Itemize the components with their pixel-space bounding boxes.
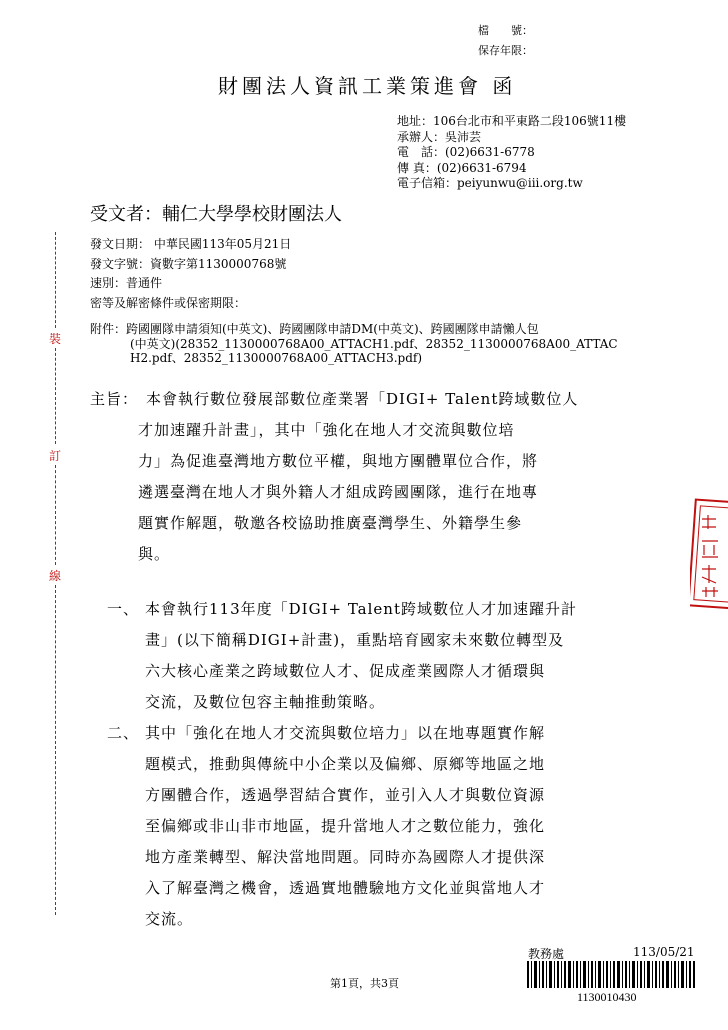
subject-line: 題實作解題，敬邀各校協助推廣臺灣學生、外籍學生參 bbox=[138, 514, 523, 532]
item-line: 題模式，推動與傳統中小企業以及偏鄉、原鄉等地區之地 bbox=[145, 755, 546, 773]
subject-line: 力」為促進臺灣地方數位平權，與地方團體單位合作，將 bbox=[138, 452, 539, 470]
barcode-graphic bbox=[527, 961, 695, 988]
item-body bbox=[145, 718, 545, 935]
item-line: 至偏鄉或非山非市地區，提升當地人才之數位能力，強化 bbox=[145, 817, 546, 835]
barcode bbox=[527, 961, 695, 988]
item-number: 二、 bbox=[107, 724, 140, 742]
contact-handler: 承辦人：吳沛芸 bbox=[397, 129, 482, 144]
contact-email: 電子信箱：peiyunwu@iii.org.tw bbox=[397, 176, 583, 190]
secrecy-level: 密等及解密條件或保密期限： bbox=[90, 295, 247, 310]
binding-mark: 裝 bbox=[49, 332, 62, 346]
seal-stamp bbox=[690, 495, 728, 615]
binding-mark: 線 bbox=[49, 569, 62, 583]
item-line: 方團體合作，透過學習結合實作，並引入人才與數位資源 bbox=[145, 786, 546, 804]
receiving-office: 教務處 bbox=[528, 947, 565, 961]
document-title: 財團法人資訊工業策進會 函 bbox=[218, 74, 517, 98]
item-line: 畫」(以下簡稱DIGI+計畫)，重點培育國家未來數位轉型及 bbox=[145, 631, 565, 649]
document-meta bbox=[90, 235, 291, 313]
binding-line bbox=[55, 348, 56, 444]
item-line: 交流。 bbox=[145, 910, 194, 928]
subject-line: 本會執行數位發展部數位產業署「DIGI+ Talent跨域數位人 bbox=[146, 390, 579, 408]
subject-line: 與。 bbox=[138, 545, 171, 563]
binding-line bbox=[55, 232, 56, 328]
item-line: 本會執行113年度「DIGI+ Talent跨域數位人才加速躍升計 bbox=[145, 600, 577, 618]
item-line: 六大核心產業之跨域數位人才、促成產業國際人才循環與 bbox=[145, 662, 546, 680]
issue-date: 發文日期： 中華民國113年05月21日 bbox=[90, 237, 292, 251]
delivery-speed: 速別：普通件 bbox=[90, 276, 163, 290]
page-number: 第1頁，共3頁 bbox=[330, 977, 399, 990]
subject-label: 主旨： bbox=[90, 390, 139, 408]
contact-fax: 傳 真：(02)6631-6794 bbox=[397, 160, 527, 175]
contact-phone: 電 話：(02)6631-6778 bbox=[397, 145, 535, 159]
item-number: 一、 bbox=[107, 600, 140, 618]
subject-line: 遴選臺灣在地人才與外籍人才組成跨國團隊，進行在地專 bbox=[138, 483, 539, 501]
receipt-date: 113/05/21 bbox=[633, 945, 695, 959]
item-line: 其中「強化在地人才交流與數位培力」以在地專題實作解 bbox=[145, 724, 546, 742]
attachment-line: 附件：跨國團隊申請須知(中英文)、跨國團隊申請DM(中英文)、跨國團隊申請懶人包 bbox=[90, 322, 539, 336]
contact-block bbox=[397, 114, 626, 192]
item-body bbox=[145, 594, 577, 718]
subject-line: 才加速躍升計畫」，其中「強化在地人才交流與數位培 bbox=[138, 421, 515, 439]
document-number: 發文字號：資數字第1130000768號 bbox=[90, 256, 287, 271]
binding-line bbox=[55, 585, 56, 915]
item-line: 入了解臺灣之機會，透過實地體驗地方文化並與當地人才 bbox=[145, 879, 546, 897]
item-line: 交流，及數位包容主軸推動策略。 bbox=[145, 693, 386, 711]
contact-address: 地址：106台北市和平東路二段106號11樓 bbox=[397, 114, 627, 128]
subject-body bbox=[138, 384, 578, 570]
item-line: 地方產業轉型、解決當地問題。同時亦為國際人才提供深 bbox=[145, 848, 546, 866]
attachment-line: H2.pdf、28352_1130000768A00_ATTACH3.pdf) bbox=[130, 351, 423, 365]
attachment-line: (中英文)(28352_1130000768A00_ATTACH1.pdf、28352_1130000768A00_ATTAC bbox=[130, 336, 618, 351]
file-number-label: 檔 號： bbox=[478, 24, 533, 37]
binding-line bbox=[55, 465, 56, 565]
binding-mark: 訂 bbox=[49, 449, 62, 463]
recipient: 受文者：輔仁大學學校財團法人 bbox=[90, 204, 342, 225]
retention-period-label: 保存年限： bbox=[478, 44, 533, 57]
attachments bbox=[90, 322, 618, 366]
barcode-number: 1130010430 bbox=[577, 990, 637, 1004]
